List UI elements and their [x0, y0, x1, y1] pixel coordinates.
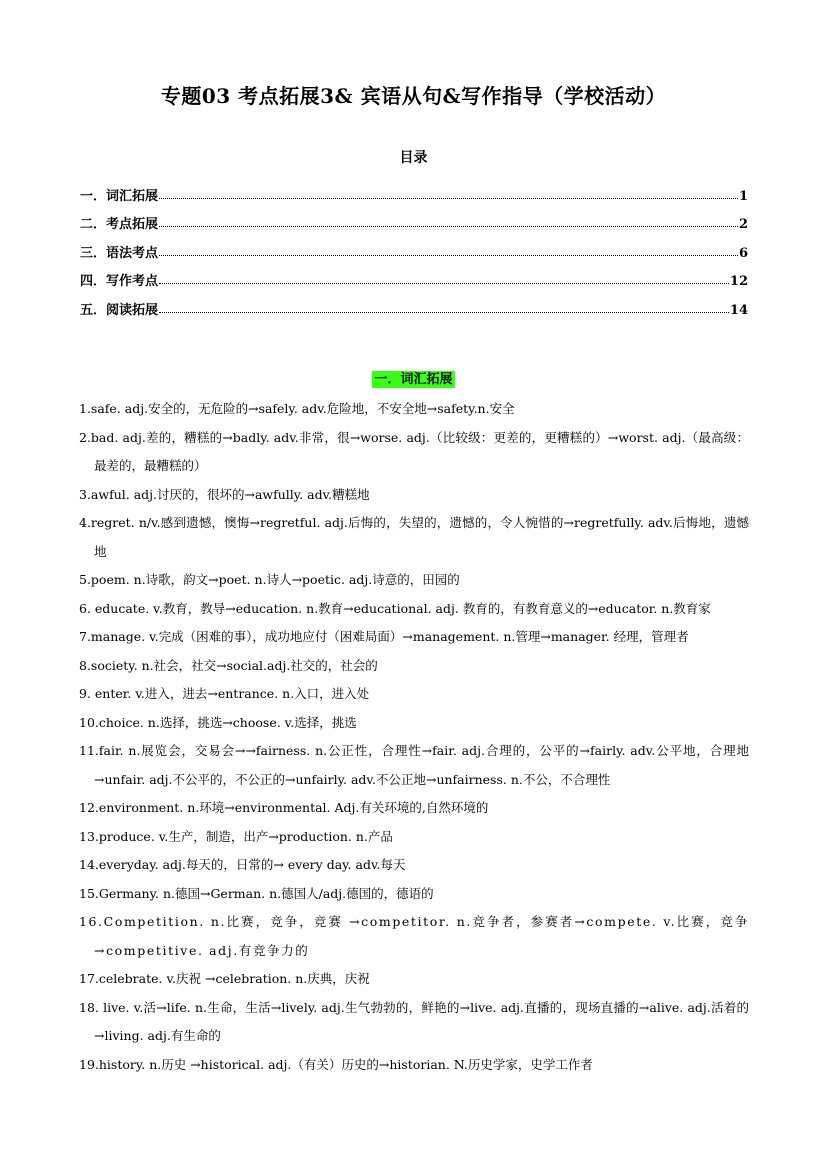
toc-entry[interactable]: [80, 204, 748, 233]
vocab-entry: 13.produce. v.生产，制造，出产→production. n.产品: [79, 828, 393, 844]
vocab-entry: 4.regret. n/v.感到遗憾，懊悔→regretful. adj.后悔的，失望的，遗憾的，令人惋惜的→regretfully. adv.后悔地，遗憾地: [79, 515, 749, 559]
vocab-entry: 14.everyday. adj.每天的，日常的→ every day. adv.每天: [79, 857, 406, 872]
section-heading-label: 一．词汇拓展: [374, 372, 453, 387]
vocab-entry: 18. live. v.活→life. n.生命，生活→lively. adj.生气勃勃的，鲜艳的→live. adj.直播的，现场直播的→alive. adj.活着的→living. adj.有生命的: [79, 999, 749, 1043]
toc-entry[interactable]: [80, 261, 748, 290]
toc-leader-dots: [159, 226, 738, 227]
toc-entry[interactable]: [80, 289, 748, 318]
toc-entry-page: 14: [729, 302, 748, 318]
toc-entry-label: 三．语法考点: [80, 245, 159, 261]
toc-entry-page: 12: [729, 274, 748, 289]
vocab-entry: 11.fair. n.展览会，交易会→→fairness. n.公正性，合理性→fair. adj.合理的，公平的→fairly. adv.公平地，合理地→unfair. adj.不公平的，不公正的→unfairly. adv.不公正地→unfairness. n.不公，不合理性: [79, 743, 749, 787]
vocab-entry: 15.Germany. n.德国→German. n.德国人/adj.德国的，德语的: [79, 885, 434, 901]
vocab-entry: 8.society. n.社会，社交→social.adj.社交的，社会的: [79, 657, 378, 673]
toc-entry-label: 一．词汇拓展: [80, 188, 159, 204]
toc-entry[interactable]: [80, 175, 748, 204]
toc-leader-dots: [159, 198, 738, 199]
vocab-entry: 12.environment. n.环境→environmental. Adj.有关环境的,自然环境的: [79, 800, 489, 815]
toc-entry-page: 1: [738, 188, 748, 204]
toc-entry-label: 五．阅读拓展: [80, 302, 159, 318]
vocab-entry: 5.poem. n.诗歌，韵文→poet. n.诗人→poetic. adj.诗意的，田园的: [79, 572, 460, 587]
toc-leader-dots: [159, 283, 729, 284]
vocab-entry: 1.safe. adj.安全的，无危险的→safely. adv.危险地，不安全地→safety.n.安全: [79, 401, 515, 416]
vocab-entry: 19.history. n.历史 →historical. adj.（有关）历史的→historian. N.历史学家，史学工作者: [79, 1056, 593, 1072]
vocab-entry: 9. enter. v.进入，进去→entrance. n.入口，进入处: [79, 686, 370, 701]
vocab-entry: 6. educate. v.教育，教导→education. n.教育→educational. adj. 教育的，有教育意义的→educator. n.教育家: [79, 600, 711, 616]
vocab-entry: 16.Competition. n.比赛，竞争，竞赛 →competitor. n.竞争者，参赛者→compete. v.比赛，竞争→competitive. adj.有竞争力的: [79, 914, 749, 958]
toc-entry-label: 二．考点拓展: [80, 217, 159, 232]
vocab-entry: 3.awful. adj.讨厌的，很坏的→awfully. adv.糟糕地: [79, 486, 370, 502]
vocab-entry: 7.manage. v.完成（困难的事），成功地应付（困难局面）→management. n.管理→manager. 经理，管理者: [79, 629, 689, 644]
vocab-entry: 2.bad. adj.差的，糟糕的→badly. adv.非常，很→worse. adj.（比较级：更差的，更糟糕的）→worst. adj.（最高级：最差的，最糟糕的）: [79, 429, 749, 473]
toc-entry[interactable]: [80, 232, 748, 261]
vocab-entry: 10.choice. n.选择，挑选→choose. v.选择，挑选: [79, 714, 357, 730]
vocab-entry: 17.celebrate. v.庆祝 →celebration. n.庆典，庆祝: [79, 971, 370, 986]
toc-entry-page: 6: [738, 245, 748, 261]
vocabulary-list: [79, 395, 749, 1079]
toc-entry-page: 2: [738, 217, 748, 232]
toc-entry-label: 四．写作考点: [80, 274, 159, 289]
toc-leader-dots: [159, 312, 729, 313]
document-title: 专题03 考点拓展3& 宾语从句&写作指导（学校活动）: [160, 84, 667, 108]
toc-leader-dots: [159, 255, 738, 256]
section-heading-vocabulary: [0, 368, 827, 387]
toc-heading: 目录: [399, 150, 428, 166]
table-of-contents: [80, 175, 748, 318]
